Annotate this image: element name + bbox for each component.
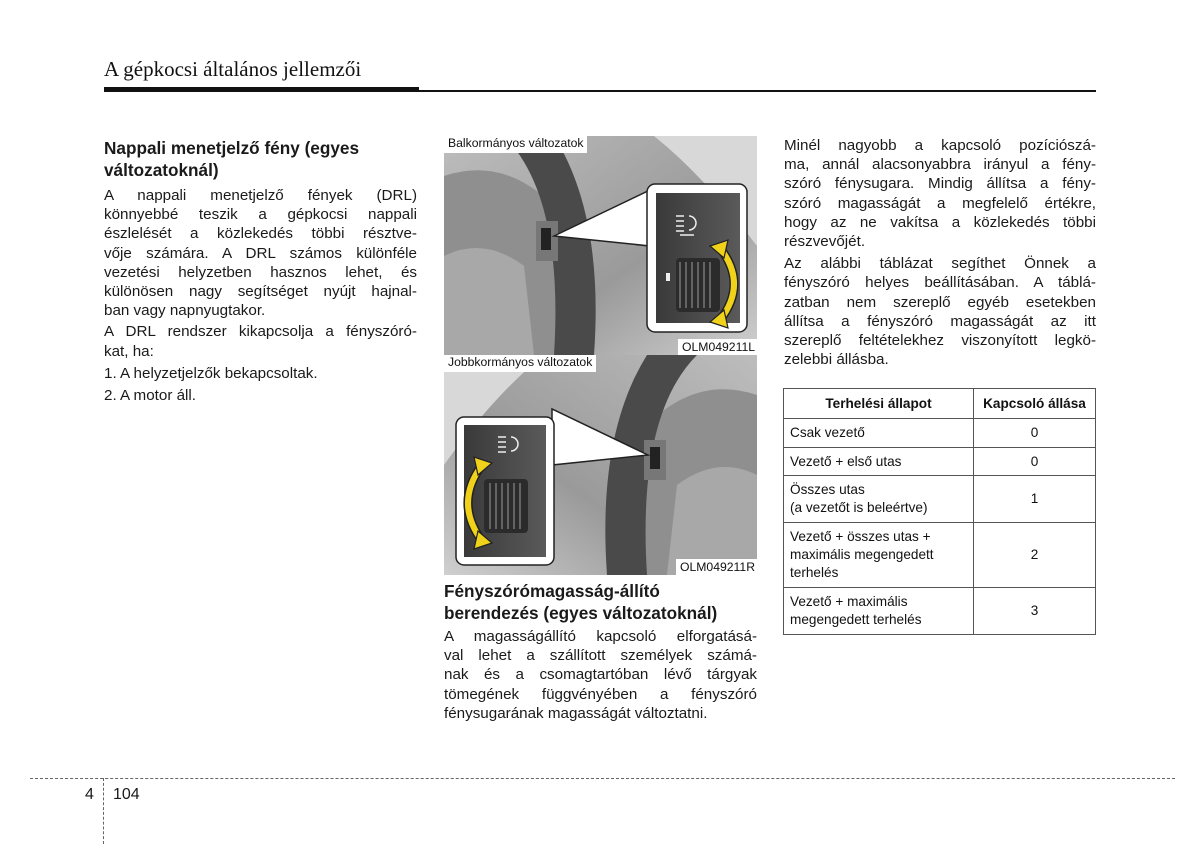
col3-para2-line: fényszóró helyes beállításában. A táblá- (784, 274, 1096, 292)
drl-para2-line: kat, ha: (104, 342, 154, 360)
table-row (784, 523, 1096, 588)
load-state-line: megengedett terhelés (790, 612, 922, 627)
rhd-figure-label: Jobbkormányos változatok (444, 355, 596, 372)
load-state-line: Vezető + maximális (790, 594, 908, 609)
leveling-section (444, 580, 757, 723)
load-state-line: Vezető + összes utas + (790, 529, 931, 544)
load-position-table (783, 388, 1096, 635)
col3-para1-line: részvevőjét. (784, 233, 866, 251)
table-header-row (784, 389, 1096, 419)
load-state-line: Vezető + első utas (790, 453, 902, 469)
lhd-figure-label: Balkormányos változatok (444, 136, 587, 153)
section-title: A gépkocsi általános jellemzői (104, 57, 362, 81)
load-state (784, 448, 974, 476)
switch-position: 1 (974, 476, 1096, 523)
col3-para1-line: ma, annál alacsonyabbra irányul a fény- (784, 156, 1096, 174)
drl-para2-line: A DRL rendszer kikapcsolja a fényszóró- (104, 323, 417, 341)
load-state-line: terhelés (790, 565, 839, 580)
header-rule-thin (419, 90, 1096, 92)
col3-para1-line: hogy az ne vakítsa a közlekedés többi (784, 213, 1096, 231)
drl-section (104, 137, 417, 405)
chapter-number: 4 (85, 786, 94, 803)
switch-position: 0 (974, 419, 1096, 448)
switch-position: 3 (974, 588, 1096, 635)
leveling-para-line: A magasságállító kapcsoló elforgatásá- (444, 628, 757, 645)
table-row (784, 448, 1096, 476)
col3-para1-line: szóró magasságát a megfelelő értékre, (784, 194, 1096, 212)
drl-list-item-1: 1. A helyzetjelzők bekapcsoltak. (104, 364, 318, 382)
col3-para1-line: szóró fénysugara. Mindig állítsa a fény- (784, 175, 1096, 193)
switch-position: 0 (974, 448, 1096, 476)
drl-para-line: észlelését a közlekedés többi résztve- (104, 225, 417, 243)
drl-para-line: könnyebbé teszik a gépkocsi nappali (104, 206, 417, 224)
load-state-line: (a vezetőt is beleértve) (790, 500, 928, 515)
footer-rule (30, 778, 1175, 779)
col3-para2-line: zelebbi állásba. (784, 351, 889, 369)
load-state (784, 588, 974, 635)
load-state (784, 523, 974, 588)
footer-divider (103, 778, 104, 844)
drl-para-line: különösen nagy segítséget nyújt hajnal- (104, 283, 417, 301)
load-state-line: maximális megengedett (790, 547, 934, 562)
header-load-state: Terhelési állapot (784, 389, 974, 419)
rhd-dashboard-illustration (444, 355, 757, 575)
load-state (784, 419, 974, 448)
load-state-line: Csak vezető (790, 425, 865, 440)
col3-para2-line: szereplő feltételekhez viszonyított legkö- (784, 332, 1096, 350)
col3-para1-line: Minél nagyobb a kapcsoló pozíciószá- (784, 137, 1096, 154)
leveling-para-line: val lehet a szállított személyek számá- (444, 647, 757, 665)
col3-para2-line: zatban nem szereplő egyéb esetekben (784, 293, 1096, 311)
drl-heading-line1: Nappali menetjelző fény (egyes (104, 138, 360, 158)
col3-para2-line: Az alábbi táblázat segíthet Önnek a (784, 255, 1096, 273)
switch-position: 2 (974, 523, 1096, 588)
col3-para2-line: állítsa a fényszóró magasságát az itt (784, 312, 1096, 330)
drl-heading-line2: változatoknál) (104, 160, 219, 180)
page-number: 104 (113, 786, 140, 803)
load-state-line: Összes utas (790, 482, 865, 497)
leveling-continued (784, 136, 1096, 369)
load-state (784, 476, 974, 523)
leveling-heading-line1: Fényszórómagasság-állító (444, 581, 660, 601)
drl-para-line: ban vagy napnyugtakor. (104, 302, 266, 320)
table-row (784, 588, 1096, 635)
drl-para-line: A nappali menetjelző fények (DRL) (104, 187, 417, 204)
figure-lhd (444, 136, 757, 355)
header-rule-thick (104, 87, 419, 92)
lhd-figure-code: OLM049211L (678, 339, 757, 355)
table-row (784, 419, 1096, 448)
drl-list-item-2: 2. A motor áll. (104, 387, 197, 405)
leveling-para-line: fénysugarának magasságát változtatni. (444, 704, 708, 722)
leveling-para-line: tömegének függvényében a fényszóró (444, 685, 757, 703)
rhd-figure-code: OLM049211R (676, 559, 757, 575)
drl-para-line: vezetési helyzetben hasznos lehet, és (104, 263, 417, 281)
leveling-heading-line2: berendezés (egyes változatoknál) (444, 603, 718, 623)
leveling-para-line: nak és a csomagtartóban lévő tárgyak (444, 666, 757, 684)
table-row (784, 476, 1096, 523)
figure-rhd (444, 355, 757, 575)
drl-para-line: vője számára. A DRL számos különféle (104, 244, 417, 262)
lhd-dashboard-illustration (444, 136, 757, 355)
header-switch-position: Kapcsoló állása (974, 389, 1096, 419)
